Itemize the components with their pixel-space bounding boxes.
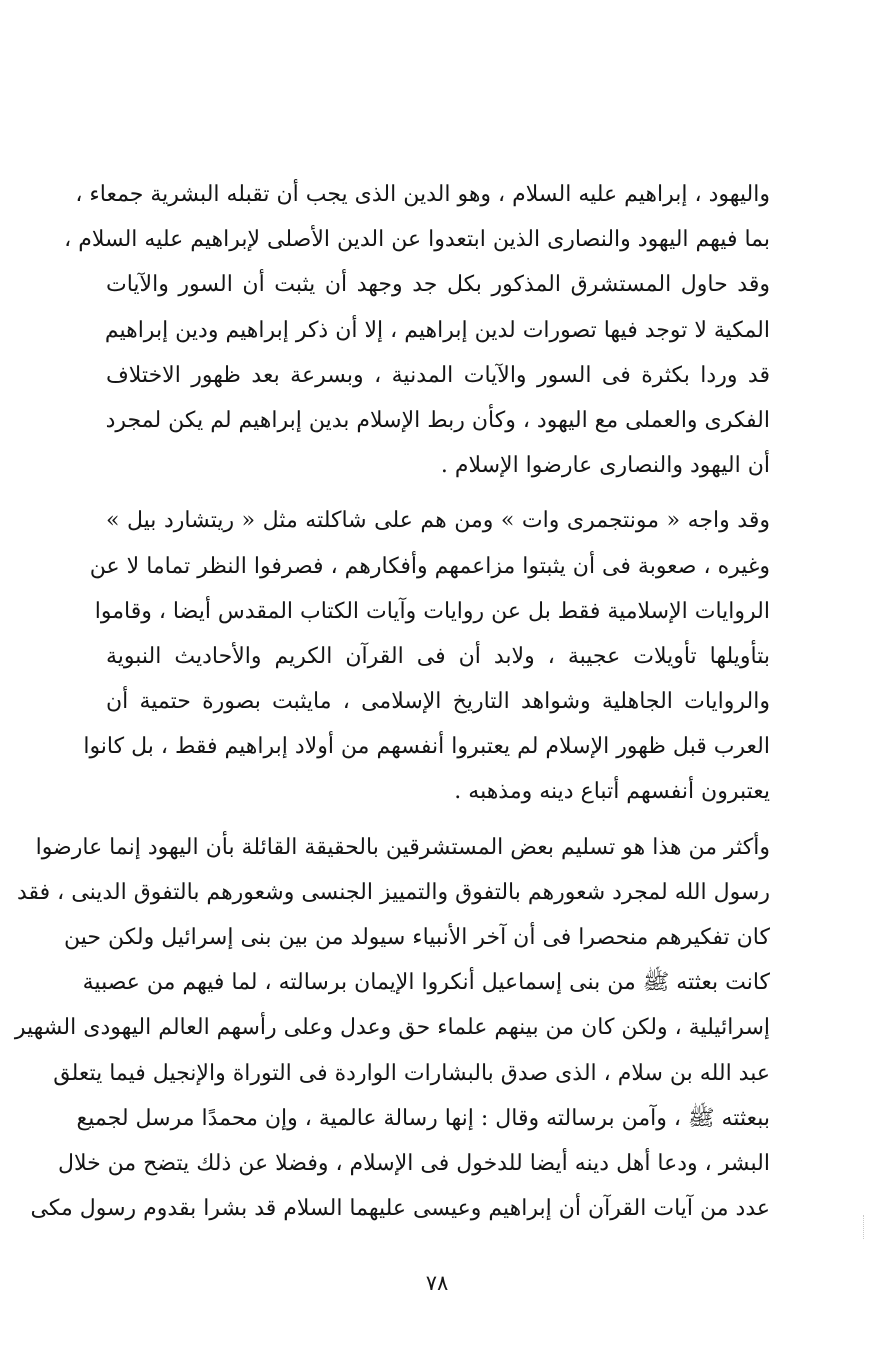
text-line: المكية لا توجد فيها تصورات لدين إبراهيم ، إلا أن ذكر إبراهيم ودين إبراهيم	[104, 317, 770, 343]
paragraph-3	[14, 825, 770, 1232]
text-line: الروايات الإسلامية فقط بل عن روايات وآيات الكتاب المقدس أيضا ، وقاموا	[94, 598, 770, 624]
paragraph-1	[64, 172, 770, 488]
text-line: الفكرى والعملى مع اليهود ، وكأن ربط الإسلام بدين إبراهيم لم يكن لمجرد	[105, 407, 770, 433]
body-text	[14, 172, 770, 1241]
text-line: عدد من آيات القرآن أن إبراهيم وعيسى عليهما السلام قد بشرا بقدوم رسول مكى	[30, 1196, 770, 1222]
page-number: ٧٨	[425, 1271, 449, 1295]
text-line: كان تفكيرهم منحصرا فى أن آخر الأنبياء سيولد من بين بنى إسرائيل ولكن حين	[64, 925, 770, 950]
text-line: أن اليهود والنصارى عارضوا الإسلام .	[440, 453, 770, 479]
text-line: العرب قبل ظهور الإسلام لم يعتبروا أنفسهم من أولاد إبراهيم فقط ، بل كانوا	[83, 734, 770, 760]
text-line: إسرائيلية ، ولكن كان من بينهم علماء حق وعدل وعلى رأسهم العالم اليهودى الشهير	[14, 1015, 770, 1041]
text-line: وغيره ، صعوبة فى أن يثبتوا مزاعمهم وأفكارهم ، فصرفوا النظر تماما لا عن	[89, 553, 770, 579]
text-line: وقد واجه « مونتجمرى وات » ومن هم على شاكلته مثل « ريتشارد بيل »	[106, 508, 770, 534]
scan-edge-mark	[863, 1215, 868, 1239]
text-line: ببعثته ﷺ ، وآمن برسالته وقال : إنها رسالة عالمية ، وإن محمدًا مرسل لجميع	[76, 1105, 770, 1131]
text-line: وأكثر من هذا هو تسليم بعض المستشرقين بالحقيقة القائلة بأن اليهود إنما عارضوا	[35, 834, 770, 860]
text-line: واليهود ، إبراهيم عليه السلام ، وهو الدين الذى يجب أن تقبله البشرية جمعاء ،	[75, 182, 770, 207]
text-line: والروايات الجاهلية وشواهد التاريخ الإسلامى ، مايثبت بصورة حتمية أن	[106, 689, 770, 715]
text-line: البشر ، ودعا أهل دينه أيضا للدخول فى الإسلام ، وفضلا عن ذلك يتضح من خلال	[57, 1150, 770, 1176]
text-line: يعتبرون أنفسهم أتباع دينه ومذهبه .	[454, 779, 770, 805]
text-line: رسول الله لمجرد شعورهم بالتفوق والتمييز الجنسى وشعورهم بالتفوق الدينى ، فقد	[16, 879, 770, 905]
text-line: كانت بعثته ﷺ من بنى إسماعيل أنكروا الإيمان برسالته ، لما فيهم من عصبية	[82, 970, 770, 996]
text-line: عبد الله بن سلام ، الذى صدق بالبشارات الواردة فى التوراة والإنجيل فيما يتعلق	[53, 1060, 770, 1086]
text-line: بتأويلها تأويلات عجيبة ، ولابد أن فى القرآن الكريم والأحاديث النبوية	[106, 643, 770, 669]
text-line: وقد حاول المستشرق المذكور بكل جد وجهد أن يثبت أن السور والآيات	[106, 272, 770, 298]
paragraph-2	[83, 498, 770, 814]
text-line: قد وردا بكثرة فى السور والآيات المدنية ، وبسرعة بعد ظهور الاختلاف	[106, 362, 770, 388]
text-line: بما فيهم اليهود والنصارى الذين ابتعدوا عن الدين الأصلى لإبراهيم عليه السلام ،	[64, 227, 770, 253]
